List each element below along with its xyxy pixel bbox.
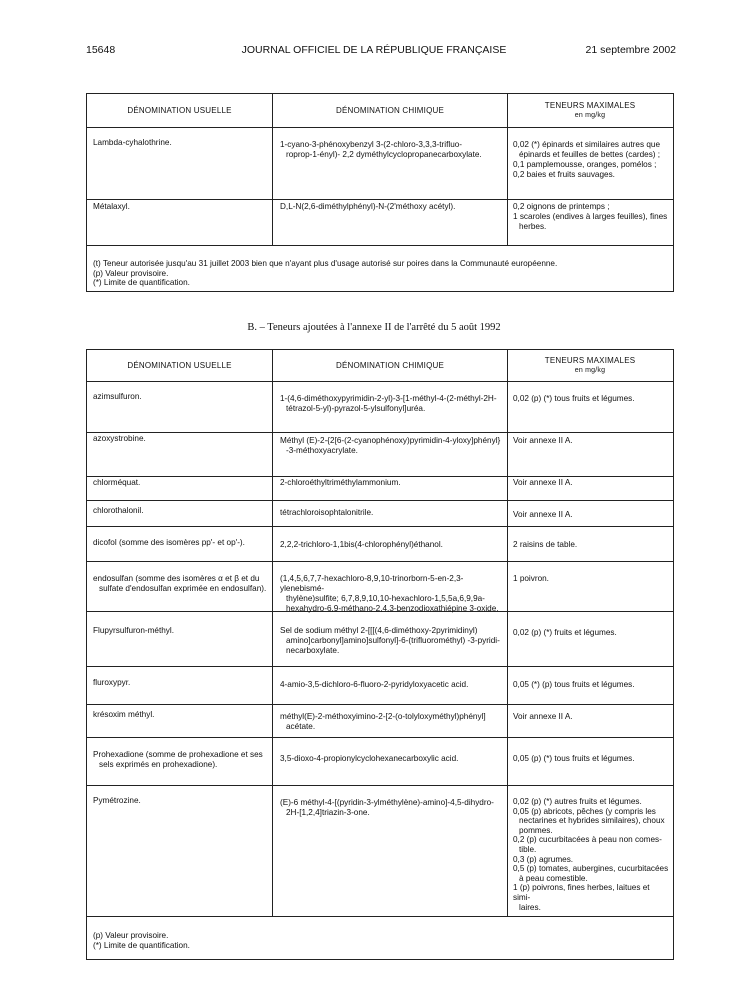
table-row-usual: Pymétrozine.	[93, 796, 141, 805]
page-number: 15648	[86, 44, 116, 56]
table-row-usual: Métalaxyl.	[93, 202, 130, 211]
table-row-limits: Voir annexe II A.	[513, 478, 573, 487]
table-1	[86, 93, 674, 292]
table-row-limits: Voir annexe II A.	[513, 510, 573, 519]
header-unit: en mg/kg	[574, 112, 606, 119]
header-chemical-name: DÉNOMINATION CHIMIQUE	[335, 361, 445, 370]
table-row-usual: chlorothalonil.	[93, 506, 144, 515]
header-unit: en mg/kg	[574, 367, 606, 374]
section-title: B. – Teneurs ajoutées à l'annexe II de l'arrêté du 5 août 1992	[247, 322, 501, 333]
table-row-chemical: (1,4,5,6,7,7-hexachloro-8,9,10-trinorborn-5-en-2,3-ylenebismé- thylène)sulfite; 6,7,8,9,10,10-hexachloro-1,5,5a,6,9,9a- hexahydro-6,9-méthano-2,4,3-benzodioxathiépine 3-oxide.	[280, 574, 499, 613]
journal-title: JOURNAL OFFICIEL DE LA RÉPUBLIQUE FRANÇAISE	[241, 44, 507, 56]
table-1-notes: (t) Teneur autorisée jusqu'au 31 juillet 2003 bien que n'ayant plus d'usage autorisé sur poires dans la Communauté européenne. (p) Valeur provisoire. (*) Limite de quantification.	[93, 259, 558, 287]
table-row-chemical: Sel de sodium méthyl 2-[[[(4,6-diméthoxy-2pyrimidinyl) amino]carbonyl]amino]sulfonyl]-6-(trifluorométhyl) -3-pyridi- necarboxylate.	[280, 626, 500, 655]
table-row-limits: 1 poivron.	[513, 574, 549, 583]
table-row-chemical: 2,2,2-trichloro-1,1bis(4-chlorophényl)éthanol.	[280, 540, 443, 549]
header-max-levels: TENEURS MAXIMALES en mg/kg	[508, 356, 672, 376]
table-row-usual: Prohexadione (somme de prohexadione et ses sels exprimés en prohexadione).	[93, 750, 263, 769]
table-row-chemical: 4-amio-3,5-dichloro-6-fluoro-2-pyridyloxyacetic acid.	[280, 680, 469, 689]
table-row-chemical: 1-(4,6-diméthoxypyrimidin-2-yl)-3-[1-méthyl-4-(2-méthyl-2H- tétrazol-5-yl)-pyrazol-5-ylsulfonyl]uréa.	[280, 394, 497, 413]
table-row-usual: azoxystrobine.	[93, 434, 146, 443]
table-row-limits: Voir annexe II A.	[513, 712, 573, 721]
table-row-chemical: 2-chloroéthyltriméthylammonium.	[280, 478, 401, 487]
table-row-chemical: 3,5-dioxo-4-propionylcyclohexanecarboxylic acid.	[280, 754, 459, 763]
table-2	[86, 349, 674, 960]
table-row-limits: 0,02 (p) (*) fruits et légumes.	[513, 628, 617, 637]
table-row-usual: dicofol (somme des isomères pp'- et op'-).	[93, 538, 245, 547]
table-row-limits: 0,2 oignons de printemps ; 1 scaroles (endives à larges feuilles), fines herbes.	[513, 202, 668, 231]
table-row-usual: endosulfan (somme des isomères α et β et du sulfate d'endosulfan exprimée en endosulfan).	[93, 574, 267, 593]
table-row-limits: 0,05 (*) (p) tous fruits et légumes.	[513, 680, 635, 689]
table-row-limits: 0,02 (p) (*) tous fruits et légumes.	[513, 394, 635, 403]
table-row-chemical: Méthyl (E)-2-{2[6-(2-cyanophénoxy)pyrimidin-4-yloxy]phényl} -3-méthoxyacrylate.	[280, 436, 501, 455]
table-row-usual: Lambda-cyhalothrine.	[93, 138, 172, 147]
table-row-limits: 0,05 (p) (*) tous fruits et légumes.	[513, 754, 635, 763]
table-row-usual: azimsulfuron.	[93, 392, 142, 401]
table-row-usual: chlorméquat.	[93, 478, 141, 487]
table-row-limits: 0,02 (p) (*) autres fruits et légumes. 0,05 (p) abricots, pêches (y compris les nectarines et hybrides similaires), choux pommes. 0,2 (p) cucurbitacées à peau non comes- tible. 0,3 (p) agrumes. 0,5 (p) tomates, aubergines, cucurbitacées à peau comestible. 1 (p) poivrons, fines herbes, laitues et simi- laires.	[513, 797, 669, 912]
table-row-limits: Voir annexe II A.	[513, 436, 573, 445]
table-2-notes: (p) Valeur provisoire. (*) Limite de quantification.	[93, 931, 190, 950]
header-chemical-name: DÉNOMINATION CHIMIQUE	[335, 106, 445, 115]
table-row-chemical: (E)-6 méthyl-4-[(pyridin-3-ylméthylène)-amino]-4,5-dihydro- 2H-[1,2,4]triazin-3-one.	[280, 798, 494, 817]
header-usual-name: DÉNOMINATION USUELLE	[127, 361, 232, 370]
table-row-chemical: tétrachloroisophtalonitrile.	[280, 508, 374, 517]
table-row-usual: fluroxypyr.	[93, 678, 131, 687]
table-row-chemical: méthyl(E)-2-méthoxyimino-2-[2-(o-tolyloxyméthyl)phényl] acétate.	[280, 712, 486, 731]
table-row-limits: 2 raisins de table.	[513, 540, 578, 549]
table-row-usual: krésoxim méthyl.	[93, 710, 155, 719]
table-row-usual: Flupyrsulfuron-méthyl.	[93, 626, 174, 635]
table-row-limits: 0,02 (*) épinards et similaires autres que épinards et feuilles de bettes (cardes) ; 0,1 pamplemousse, oranges, pomélos ; 0,2 baies et fruits sauvages.	[513, 140, 661, 179]
page-date: 21 septembre 2002	[585, 44, 676, 56]
header-max-levels: TENEURS MAXIMALES en mg/kg	[508, 101, 672, 121]
header-usual-name: DÉNOMINATION USUELLE	[127, 106, 232, 115]
table-row-chemical: D,L-N(2,6-diméthylphényl)-N-(2'méthoxy acétyl).	[280, 202, 456, 211]
table-row-chemical: 1-cyano-3-phénoxybenzyl 3-(2-chloro-3,3,3-trifluo- roprop-1-ényl)- 2,2 dyméthylcyclopropanecarboxylate.	[280, 140, 482, 159]
